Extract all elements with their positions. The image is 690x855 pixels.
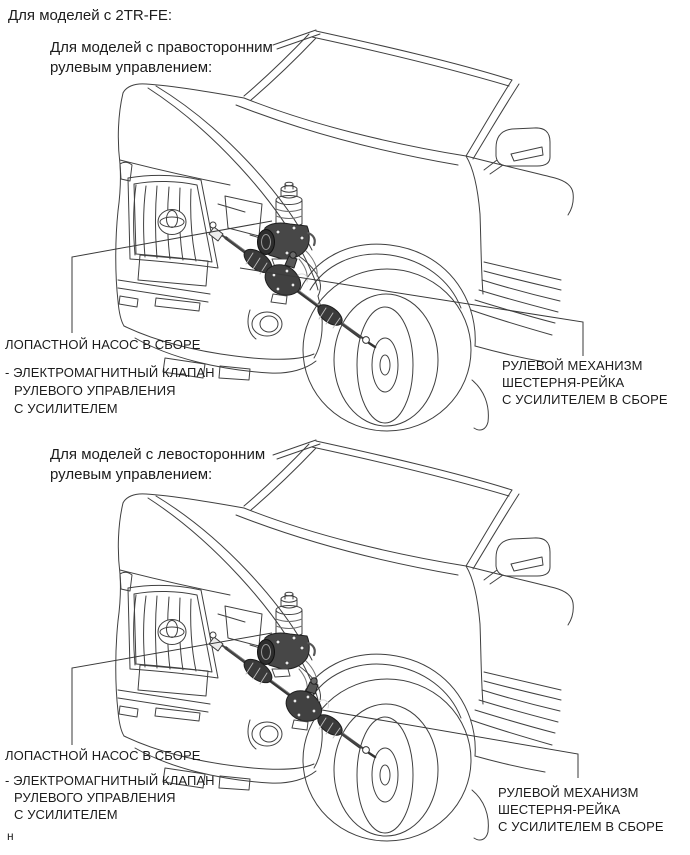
leader-line-pump xyxy=(72,221,272,333)
page-title: Для моделей с 2TR-FE: xyxy=(8,7,173,24)
label-valve-rhd-line1: - ЭЛЕКТРОМАГНИТНЫЙ КЛАПАН xyxy=(5,365,215,380)
label-valve-lhd xyxy=(5,772,215,823)
label-valve-rhd xyxy=(5,364,215,418)
label-gear-rhd-line3: С УСИЛИТЕЛЕМ В СБОРЕ xyxy=(502,392,668,407)
section-heading-lhd-line2: рулевым управлением: xyxy=(50,466,213,483)
steering-components xyxy=(209,592,375,757)
section-heading-rhd xyxy=(50,38,273,78)
label-gear-rhd xyxy=(502,357,668,408)
label-gear-rhd-line2: ШЕСТЕРНЯ-РЕЙКА xyxy=(502,375,625,390)
label-gear-lhd-line2: ШЕСТЕРНЯ-РЕЙКА xyxy=(498,802,621,817)
label-pump-rhd: ЛОПАСТНОЙ НАСОС В СБОРЕ xyxy=(5,337,201,352)
label-pump-lhd: ЛОПАСТНОЙ НАСОС В СБОРЕ xyxy=(5,748,201,763)
section-heading-rhd-line1: Для моделей с правосторонним xyxy=(50,39,273,56)
label-valve-lhd-line2: РУЛЕВОГО УПРАВЛЕНИЯ xyxy=(14,790,176,805)
label-valve-lhd-line3: С УСИЛИТЕЛЕМ xyxy=(14,807,118,822)
footnote-char: н xyxy=(7,829,14,843)
label-valve-rhd-line3: С УСИЛИТЕЛЕМ xyxy=(14,401,118,416)
label-valve-rhd-line2: РУЛЕВОГО УПРАВЛЕНИЯ xyxy=(14,383,176,398)
steering-components xyxy=(209,182,375,347)
label-gear-lhd-line3: С УСИЛИТЕЛЕМ В СБОРЕ xyxy=(498,819,664,834)
leader-line-pump xyxy=(72,633,272,745)
section-heading-rhd-line2: рулевым управлением: xyxy=(50,59,213,76)
section-heading-lhd xyxy=(50,445,265,485)
section-heading-lhd-line1: Для моделей с левосторонним xyxy=(50,446,266,463)
label-gear-rhd-line1: РУЛЕВОЙ МЕХАНИЗМ xyxy=(502,358,643,373)
label-gear-lhd xyxy=(498,784,664,835)
label-valve-lhd-line1: - ЭЛЕКТРОМАГНИТНЫЙ КЛАПАН xyxy=(5,773,215,788)
label-gear-lhd-line1: РУЛЕВОЙ МЕХАНИЗМ xyxy=(498,785,639,800)
leader-line-gear xyxy=(322,710,578,778)
